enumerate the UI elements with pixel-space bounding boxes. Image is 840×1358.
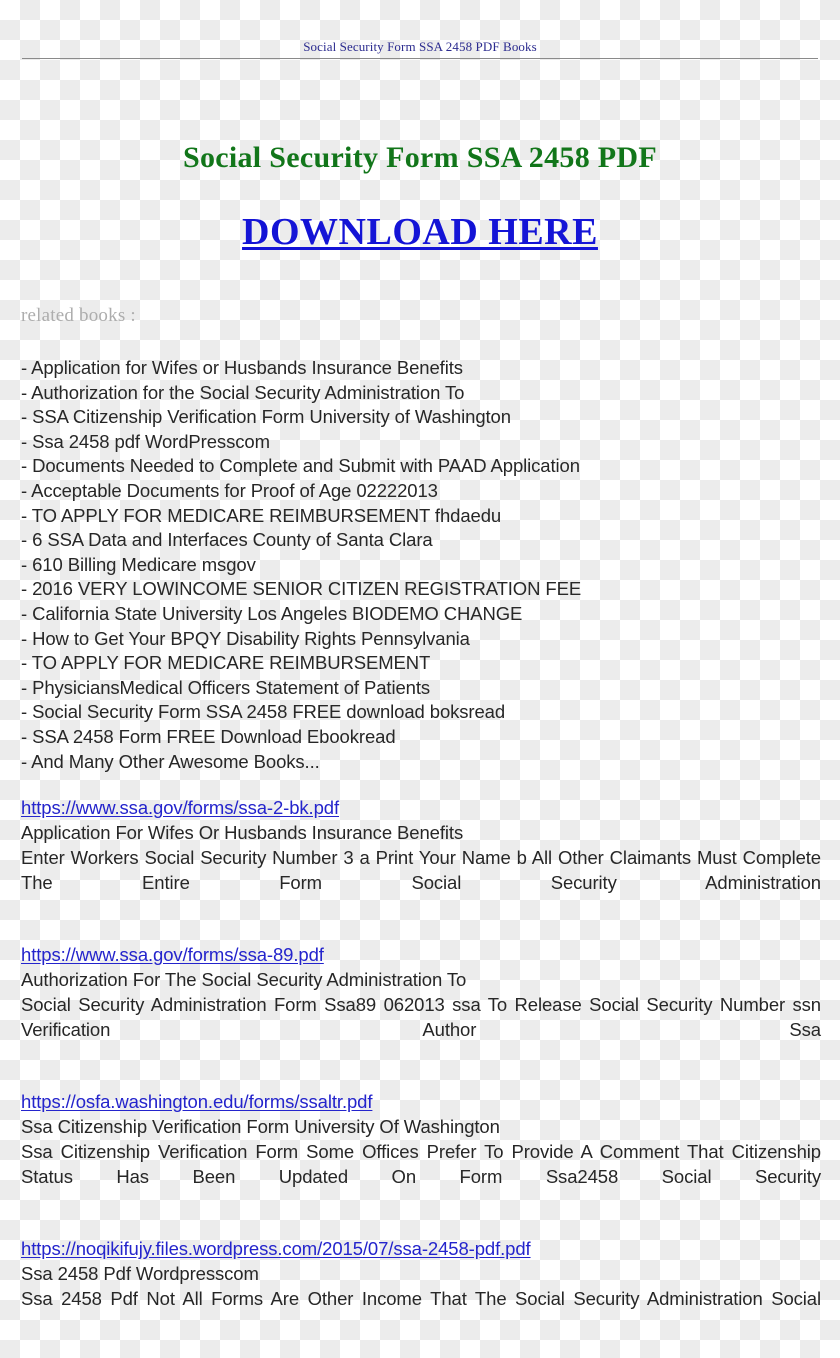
result-block [21,1236,821,1336]
results-list [21,795,821,1358]
list-item: - TO APPLY FOR MEDICARE REIMBURSEMENT [21,652,431,674]
list-item: - And Many Other Awesome Books... [21,750,320,772]
result-snippet: Ssa 2458 Pdf Not All Forms Are Other Income That The Social Security Administration Social [21,1288,821,1309]
result-url-link[interactable]: https://www.ssa.gov/forms/ssa-89.pdf [21,944,324,965]
download-here-link[interactable]: DOWNLOAD HERE [242,211,598,253]
result-snippet: Ssa Citizenship Verification Form Some Offices Prefer To Provide A Comment That Citizenship Status Has Been Updated On Form Ssa2458 Social Security [21,1141,821,1187]
list-item: - How to Get Your BPQY Disability Rights Pennsylvania [21,627,470,649]
page-title: Social Security Form SSA 2458 PDF [182,141,658,175]
running-header-text: Social Security Form SSA 2458 PDF Books [303,39,537,54]
list-item: - 2016 VERY LOWINCOME SENIOR CITIZEN REGISTRATION FEE [21,578,582,600]
result-url-link[interactable]: https://www.ssa.gov/forms/ssa-2-bk.pdf [21,797,340,818]
list-item: - 6 SSA Data and Interfaces County of Santa Clara [21,529,433,551]
list-item: - SSA 2458 Form FREE Download Ebookread [21,725,396,747]
result-url-link[interactable]: https://noqikifujy.files.wordpress.com/2015/07/ssa-2458-pdf.pdf [21,1238,531,1259]
result-block [21,1089,821,1214]
list-item: - PhysiciansMedical Officers Statement of Patients [21,676,431,698]
result-snippet: Enter Workers Social Security Number 3 a Print Your Name b All Other Claimants Must Complete The Entire Form Social Security Administration [21,847,821,893]
result-title: Ssa 2458 Pdf Wordpresscom [21,1263,259,1284]
list-item: - Social Security Form SSA 2458 FREE download boksread [21,701,506,723]
result-block [21,795,821,920]
result-title: Application For Wifes Or Husbands Insurance Benefits [21,822,464,843]
result-snippet: Social Security Administration Form Ssa89 062013 ssa To Release Social Security Number ssn Verification Author Ssa [21,994,821,1040]
running-header [22,38,818,56]
list-item: - 610 Billing Medicare msgov [21,553,256,575]
list-item: - TO APPLY FOR MEDICARE REIMBURSEMENT fhdaedu [21,504,502,526]
list-item: - Acceptable Documents for Proof of Age 02222013 [21,479,438,501]
list-item: - Application for Wifes or Husbands Insurance Benefits [21,357,463,378]
result-title: Ssa Citizenship Verification Form University Of Washington [21,1116,500,1137]
result-title: Authorization For The Social Security Administration To [21,969,467,990]
list-item: - SSA Citizenship Verification Form University of Washington [21,406,511,428]
related-books-label: related books : [21,305,136,326]
list-item: - Ssa 2458 pdf WordPresscom [21,430,270,452]
header-divider [22,58,818,59]
list-item: - California State University Los Angeles BIODEMO CHANGE [21,602,523,624]
related-books-list [21,356,821,774]
result-block [21,942,821,1067]
list-item: - Authorization for the Social Security Administration To [21,381,465,403]
result-url-link[interactable]: https://osfa.washington.edu/forms/ssaltr.pdf [21,1091,373,1112]
list-item: - Documents Needed to Complete and Submit with PAAD Application [21,455,580,477]
download-link-container [0,209,840,255]
